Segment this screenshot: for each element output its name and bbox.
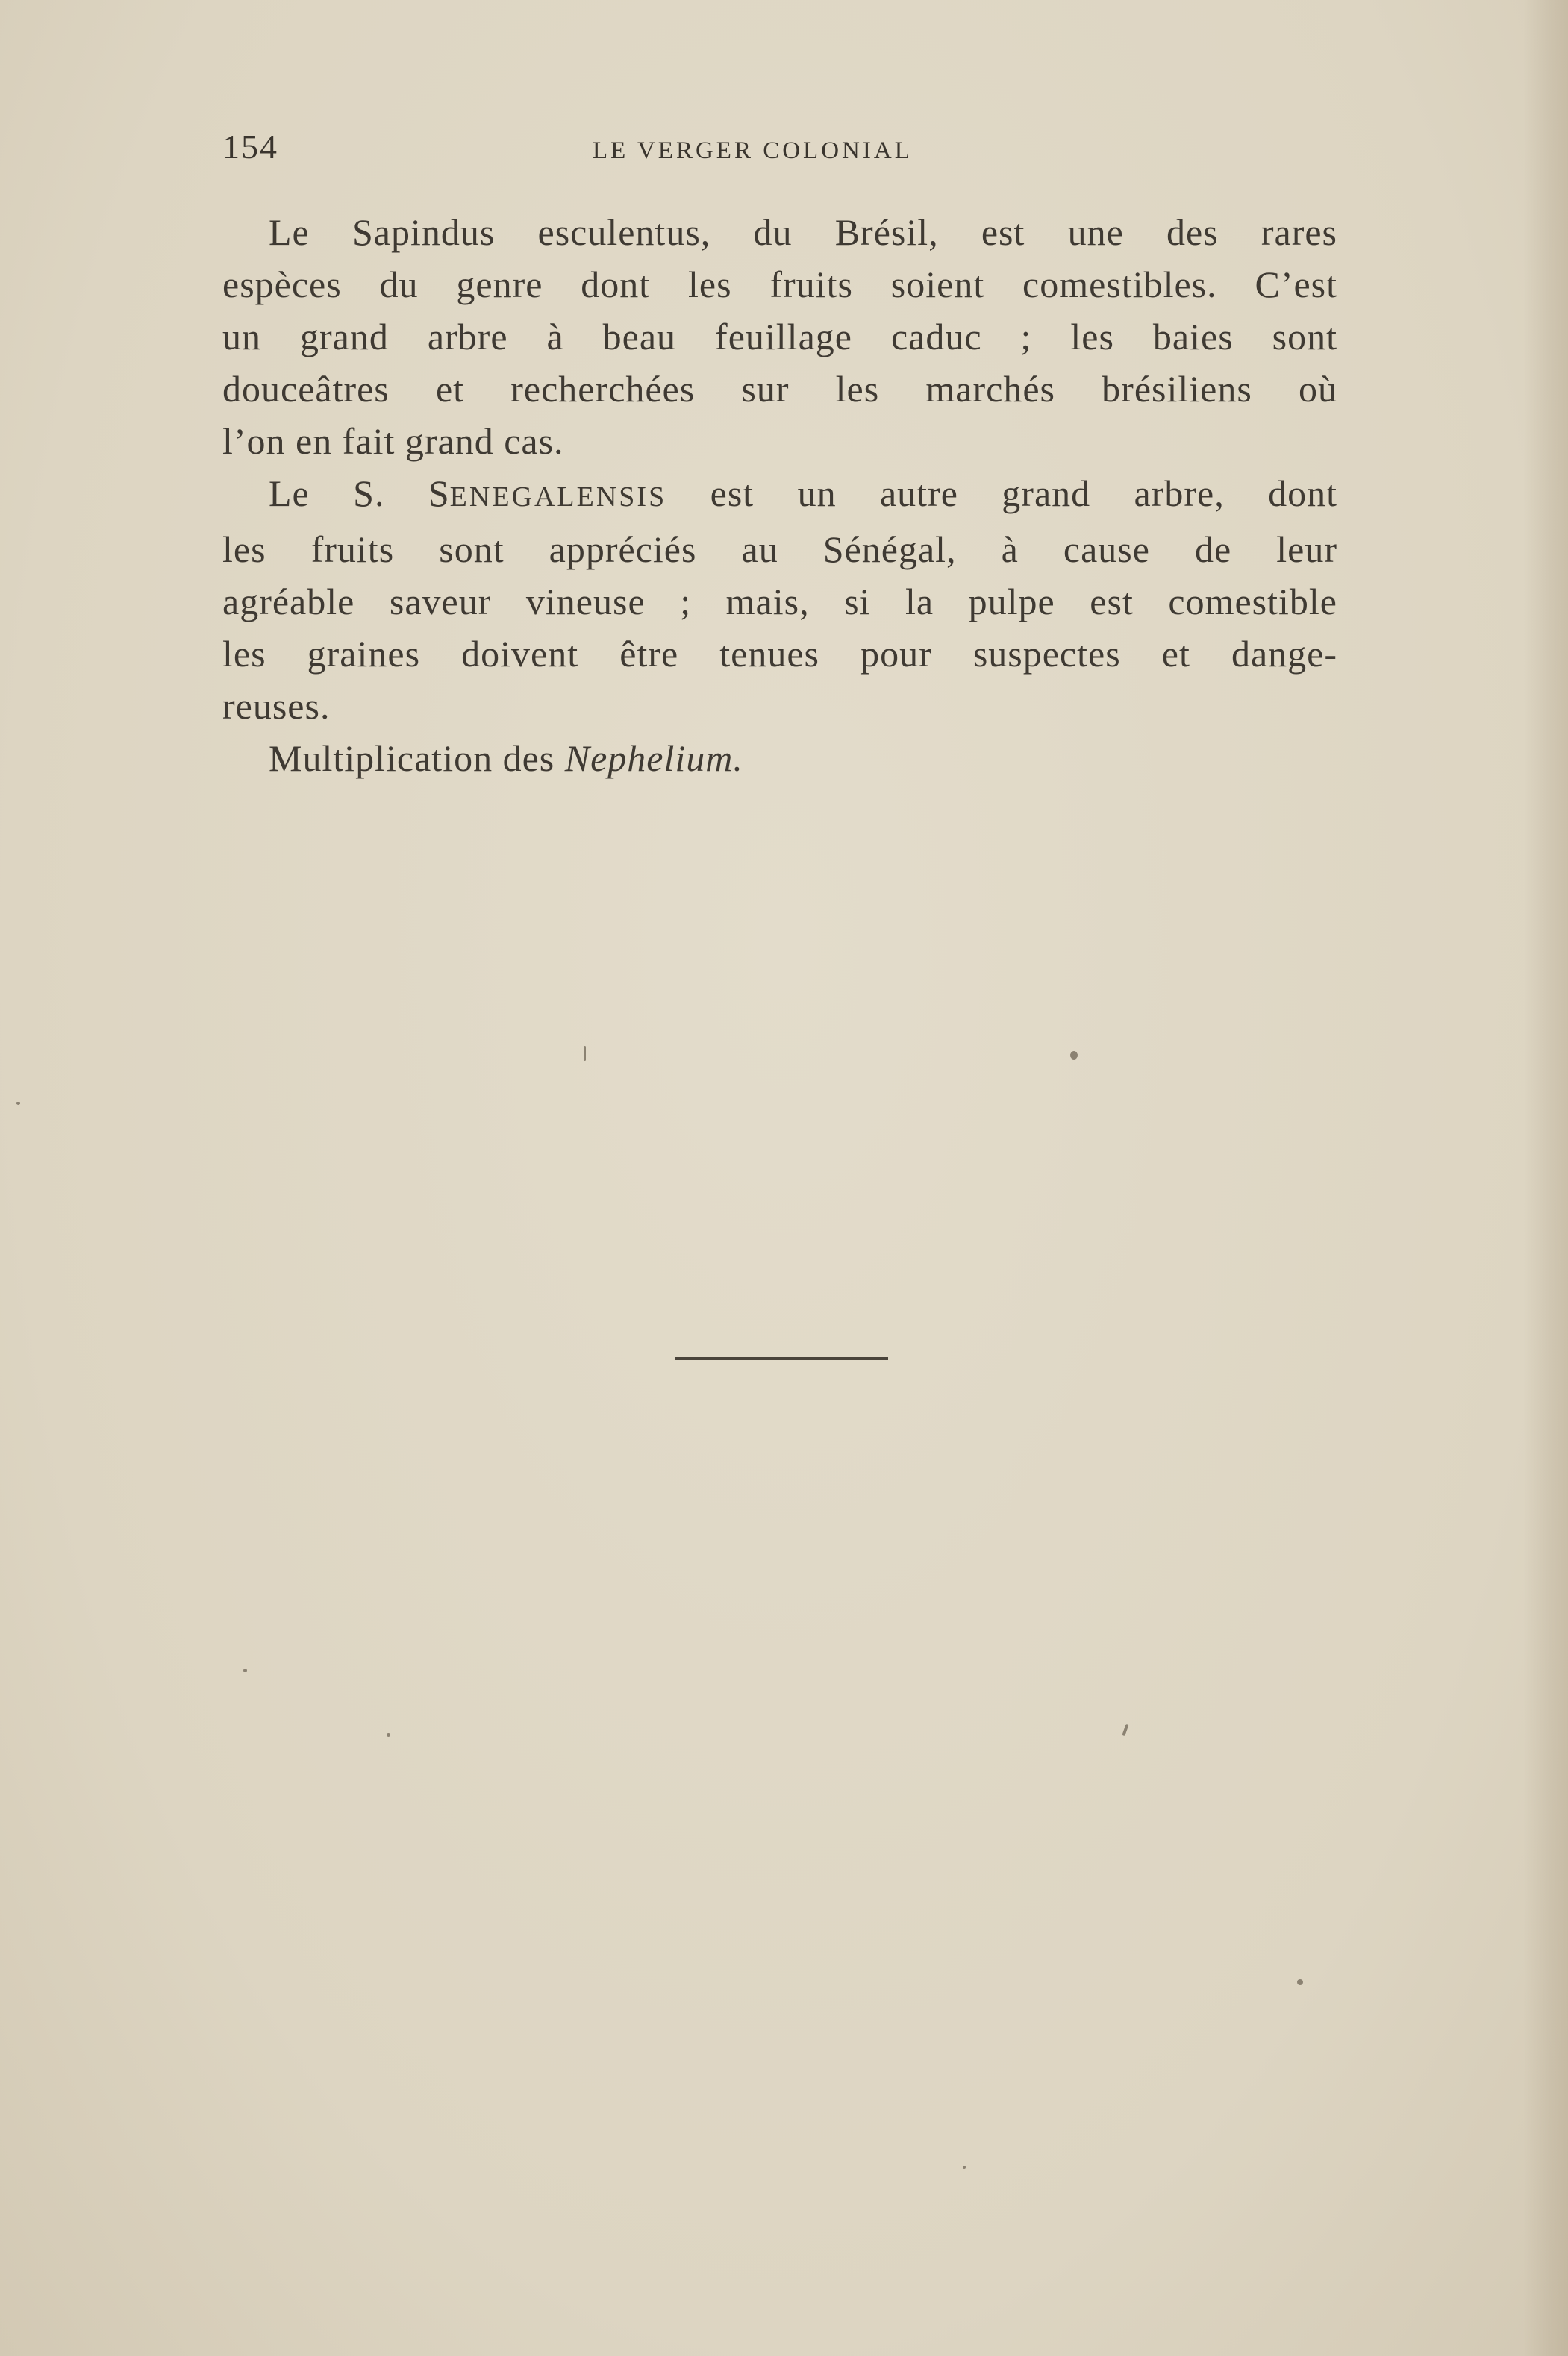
paragraph-line: Le Sapindus esculentus, du Brésil, est une des rares [269, 211, 1337, 253]
running-title: LE VERGER COLONIAL [593, 137, 913, 164]
paper-speck [387, 1733, 390, 1737]
paper-speck [16, 1102, 20, 1105]
species-smallcaps: ENEGALENSIS [449, 481, 667, 513]
running-head [222, 127, 1334, 172]
paragraph-line-tail: est un autre grand arbre, dont [710, 472, 1338, 514]
genus-italic: Nephelium. [564, 737, 743, 779]
paragraph-line: les fruits sont appréciés au Sénégal, à cause de leur [222, 528, 1337, 570]
paragraph-line: un grand arbre à beau feuillage caduc ; les baies sont [222, 316, 1337, 357]
paragraph-line: les graines doivent être tenues pour suspectes et dange- [222, 633, 1337, 675]
paragraph-line: espèces du genre dont les fruits soient comestibles. C’est [222, 263, 1337, 305]
paragraph-line [222, 467, 1337, 523]
paragraph-line: reuses. [222, 685, 331, 727]
section-end-rule [675, 1357, 888, 1360]
paragraph-line: douceâtres et recherchées sur les marchés brésiliens où [222, 368, 1337, 410]
page-number: 154 [222, 128, 278, 166]
paragraph-line: agréable saveur vineuse ; mais, si la pulpe est comestible [222, 581, 1337, 622]
paragraph-lead: Le S. [269, 472, 385, 514]
paragraph-line [222, 732, 1337, 784]
paragraph-text: Multiplication des [269, 737, 555, 779]
species-initial: S [428, 472, 450, 514]
paragraph-line: l’on en fait grand cas. [222, 420, 564, 462]
paper-speck [243, 1669, 247, 1672]
paper-speck [584, 1046, 586, 1061]
page-edge-shadow [1523, 0, 1568, 2356]
paper-speck [1297, 1979, 1303, 1985]
paper-speck [963, 2166, 966, 2169]
text-block [222, 206, 1337, 784]
paper-speck [1070, 1051, 1078, 1060]
